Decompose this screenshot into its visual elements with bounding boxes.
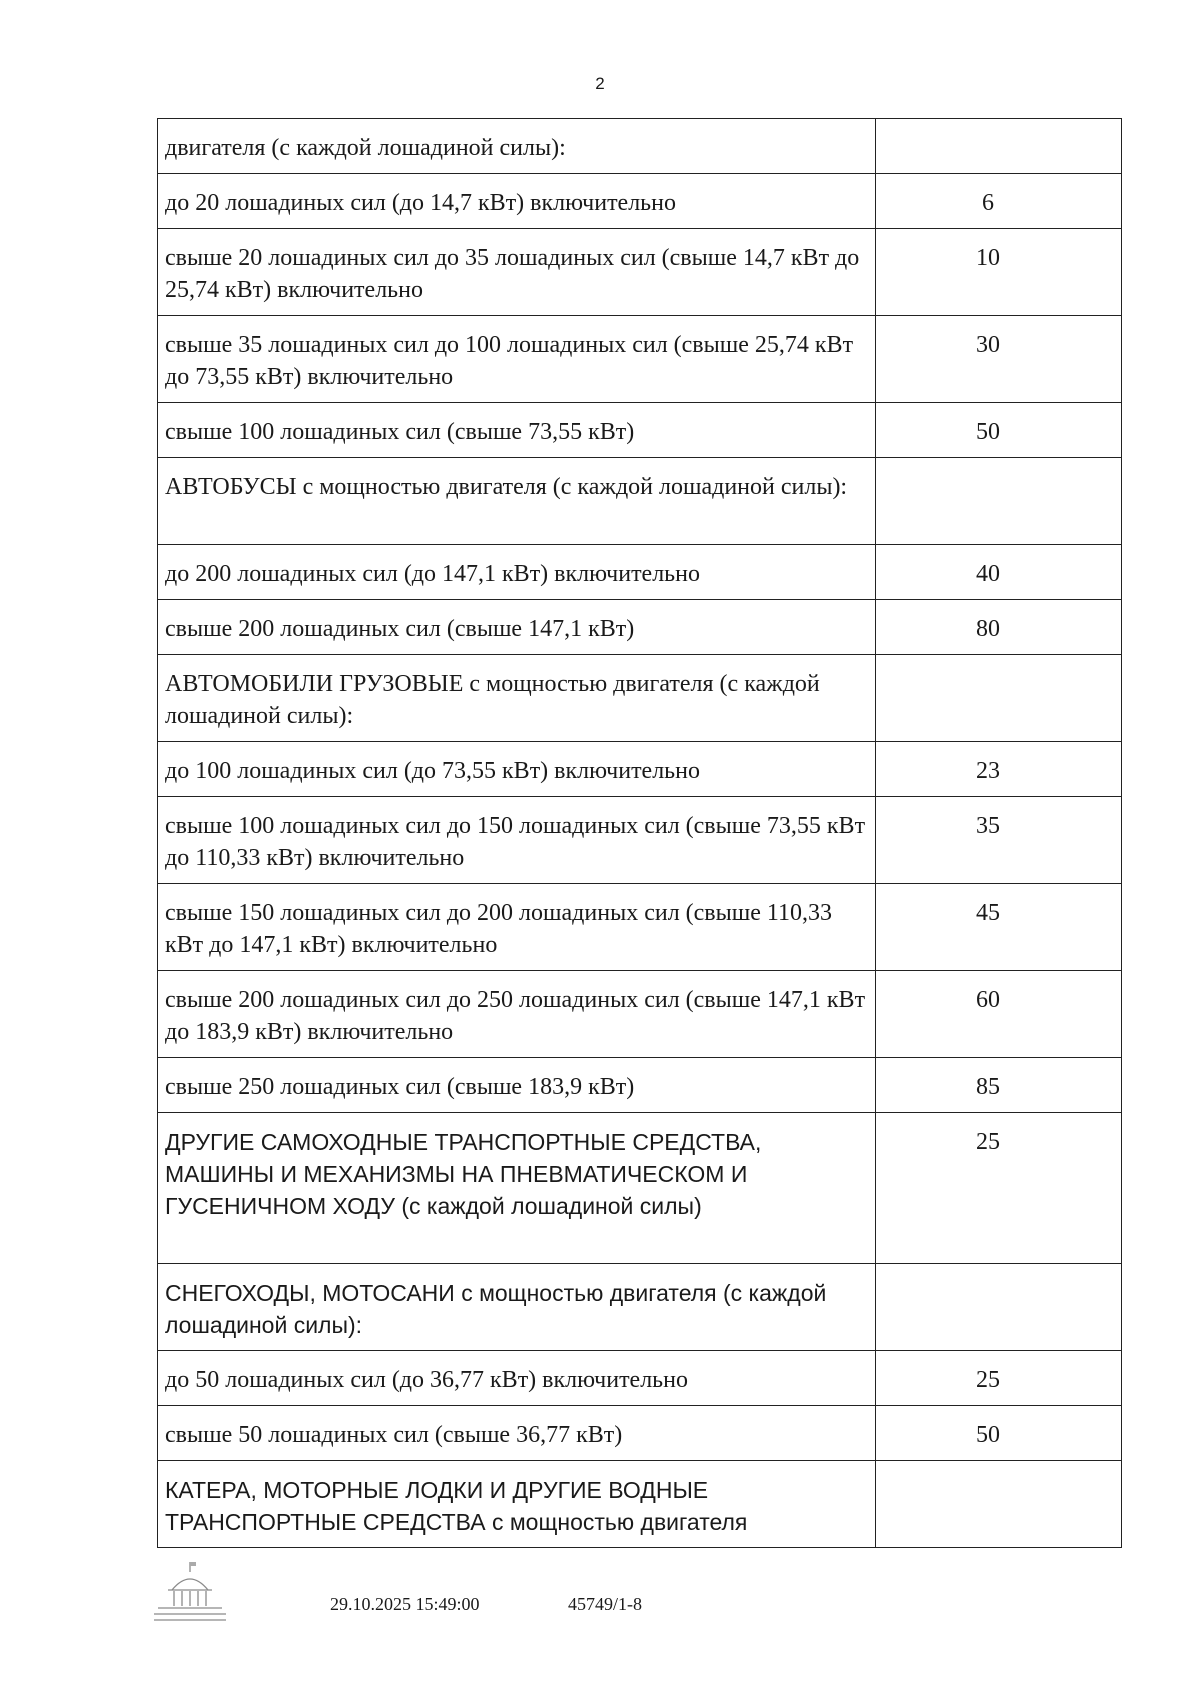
table-row [158,403,1122,458]
row-description: до 200 лошадиных сил (до 147,1 кВт) включительно [158,545,876,600]
row-rate: 25 [876,1351,1122,1406]
row-rate [876,1264,1122,1351]
row-description: свыше 100 лошадиных сил до 150 лошадиных сил (свыше 73,55 кВт до 110,33 кВт) включительно [158,797,876,884]
table-row [158,655,1122,742]
row-rate: 60 [876,971,1122,1058]
row-description: свыше 100 лошадиных сил (свыше 73,55 кВт) [158,403,876,458]
table-row [158,316,1122,403]
row-rate: 80 [876,600,1122,655]
row-rate [876,458,1122,545]
table-row [158,797,1122,884]
row-rate: 50 [876,403,1122,458]
row-description: до 50 лошадиных сил (до 36,77 кВт) включительно [158,1351,876,1406]
row-rate: 50 [876,1406,1122,1461]
table-row [158,458,1122,545]
row-description: ДРУГИЕ САМОХОДНЫЕ ТРАНСПОРТНЫЕ СРЕДСТВА, МАШИНЫ И МЕХАНИЗМЫ НА ПНЕВМАТИЧЕСКОМ И ГУСЕНИЧНОМ ХОДУ (с каждой лошадиной силы) [158,1113,876,1264]
row-rate [876,119,1122,174]
row-description: СНЕГОХОДЫ, МОТОСАНИ с мощностью двигателя (с каждой лошадиной силы): [158,1264,876,1351]
row-rate: 23 [876,742,1122,797]
row-description: свыше 200 лошадиных сил (свыше 147,1 кВт) [158,600,876,655]
row-description: АВТОБУСЫ с мощностью двигателя (с каждой лошадиной силы): [158,458,876,545]
document-footer [150,1560,1050,1630]
table-row [158,174,1122,229]
table-row [158,1264,1122,1351]
row-rate: 45 [876,884,1122,971]
row-description: свыше 200 лошадиных сил до 250 лошадиных сил (свыше 147,1 кВт до 183,9 кВт) включительно [158,971,876,1058]
table-row [158,600,1122,655]
row-description: свыше 20 лошадиных сил до 35 лошадиных сил (свыше 14,7 кВт до 25,74 кВт) включительно [158,229,876,316]
table-row [158,884,1122,971]
table-row [158,1351,1122,1406]
table-row [158,742,1122,797]
row-description: АВТОМОБИЛИ ГРУЗОВЫЕ с мощностью двигателя (с каждой лошадиной силы): [158,655,876,742]
table-row [158,119,1122,174]
row-rate: 30 [876,316,1122,403]
tax-rate-table [157,118,1122,1548]
row-rate: 25 [876,1113,1122,1264]
row-description: свыше 250 лошадиных сил (свыше 183,9 кВт) [158,1058,876,1113]
table-row [158,1406,1122,1461]
row-rate: 6 [876,174,1122,229]
row-rate: 85 [876,1058,1122,1113]
document-id: 45749/1-8 [568,1594,642,1614]
row-description: КАТЕРА, МОТОРНЫЕ ЛОДКИ И ДРУГИЕ ВОДНЫЕ ТРАНСПОРТНЫЕ СРЕДСТВА с мощностью двигателя [158,1461,876,1548]
page-number: 2 [595,74,605,93]
table-row [158,229,1122,316]
row-rate: 40 [876,545,1122,600]
row-rate [876,655,1122,742]
row-description: свыше 35 лошадиных сил до 100 лошадиных сил (свыше 25,74 кВт до 73,55 кВт) включительно [158,316,876,403]
row-description: двигателя (с каждой лошадиной силы): [158,119,876,174]
duma-building-logo-icon [150,1560,232,1624]
row-description: до 100 лошадиных сил (до 73,55 кВт) включительно [158,742,876,797]
row-description: свыше 50 лошадиных сил (свыше 36,77 кВт) [158,1406,876,1461]
table-row [158,1461,1122,1548]
table-row [158,545,1122,600]
row-description: до 20 лошадиных сил (до 14,7 кВт) включительно [158,174,876,229]
table-row [158,1113,1122,1264]
document-datetime: 29.10.2025 15:49:00 [330,1594,480,1614]
table-row [158,971,1122,1058]
row-rate: 35 [876,797,1122,884]
row-description: свыше 150 лошадиных сил до 200 лошадиных сил (свыше 110,33 кВт до 147,1 кВт) включительно [158,884,876,971]
row-rate: 10 [876,229,1122,316]
table-row [158,1058,1122,1113]
row-rate [876,1461,1122,1548]
